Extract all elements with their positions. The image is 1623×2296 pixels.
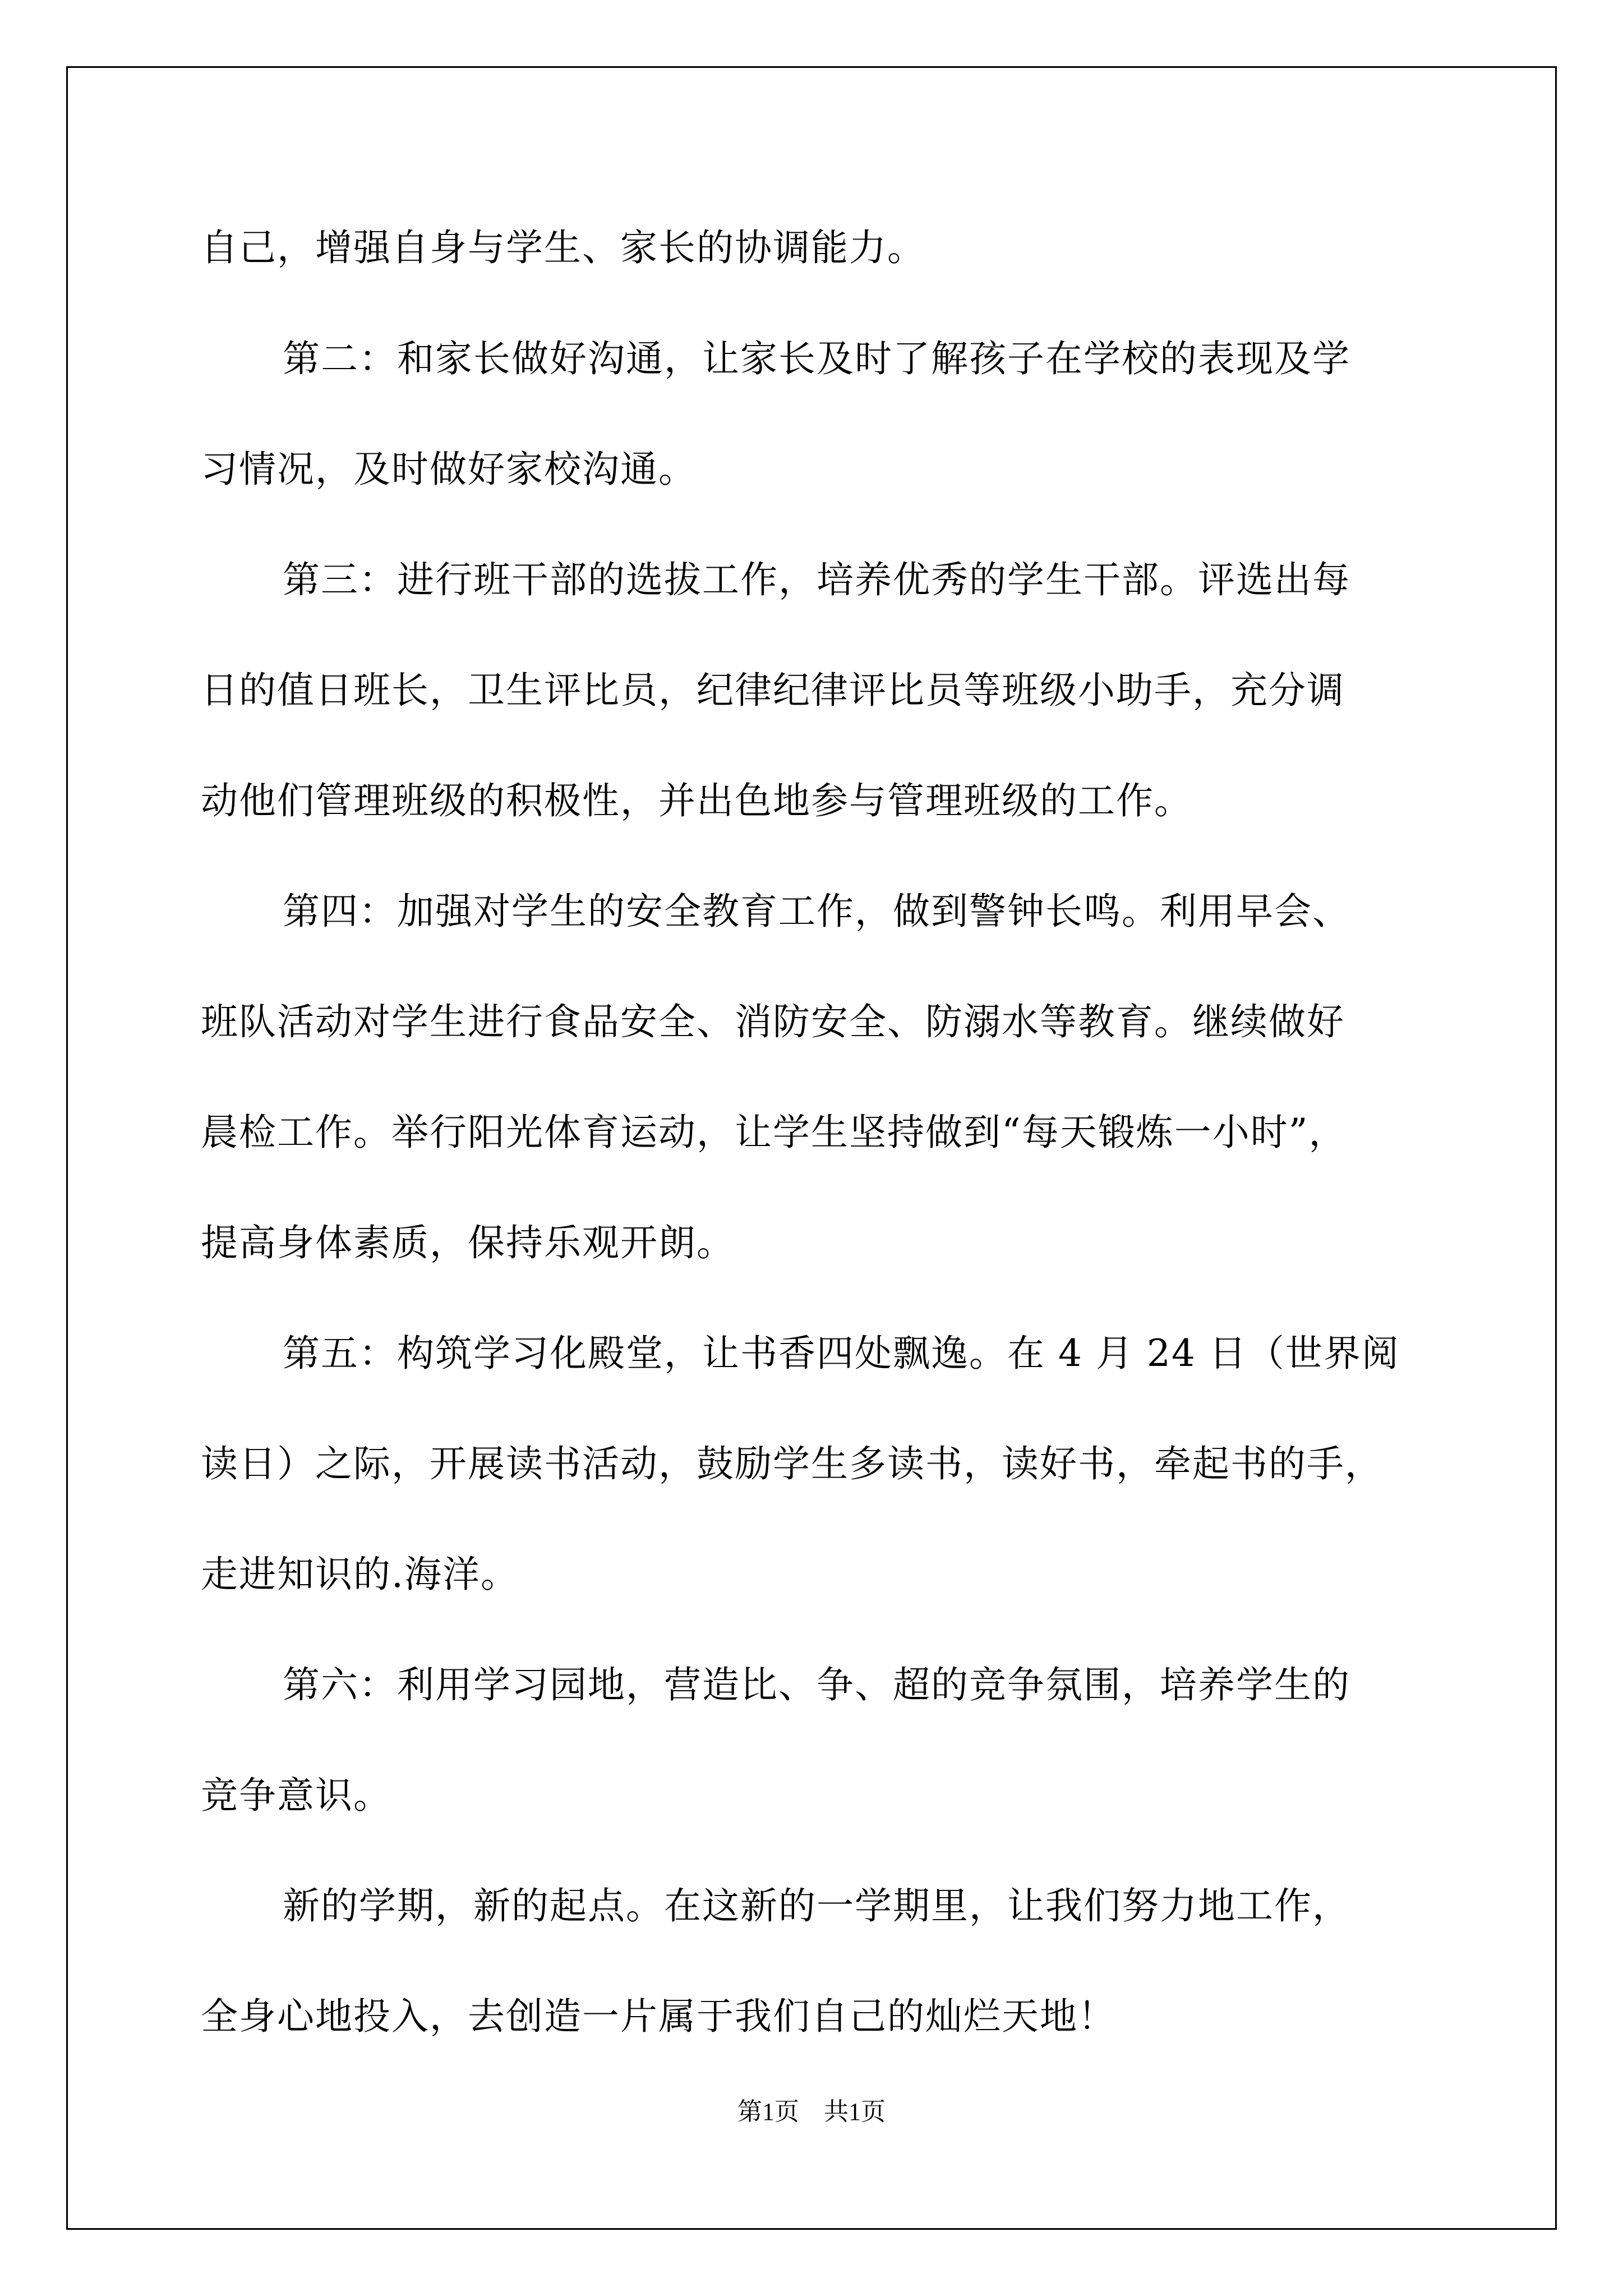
paragraph-6-start: 第六：利用学习园地，营造比、争、超的竞争氛围，培养学生的 xyxy=(283,1663,1350,1706)
text-line: 读日）之际，开展读书活动，鼓励学生多读书，读好书，牵起书的手， xyxy=(201,1442,1383,1485)
text-line: 提高身体素质，保持乐观开朗。 xyxy=(201,1221,735,1264)
paragraph-7-start: 新的学期，新的起点。在这新的一学期里，让我们努力地工作， xyxy=(283,1884,1350,1927)
text-line: 习情况，及时做好家校沟通。 xyxy=(201,448,697,491)
text-line: 日的值日班长，卫生评比员，纪律纪律评比员等班级小助手，充分调 xyxy=(201,669,1345,712)
page-footer xyxy=(0,2095,1623,2129)
text-line: 走进知识的.海洋。 xyxy=(201,1553,519,1596)
paragraph-3-start: 第三：进行班干部的选拔工作，培养优秀的学生干部。评选出每 xyxy=(283,558,1350,601)
text-line: 竞争意识。 xyxy=(201,1774,391,1817)
page-number: 第1页 xyxy=(737,2098,799,2125)
text-line: 自己，增强自身与学生、家长的协调能力。 xyxy=(201,226,925,269)
text-line: 动他们管理班级的积极性，并出色地参与管理班级的工作。 xyxy=(201,779,1192,822)
paragraph-4-start: 第四：加强对学生的安全教育工作，做到警钟长鸣。利用早会、 xyxy=(283,890,1350,933)
paragraph-2-start: 第二：和家长做好沟通，让家长及时了解孩子在学校的表现及学 xyxy=(283,337,1350,380)
paragraph-5-start: 第五：构筑学习化殿堂，让书香四处飘逸。在 4 月 24 日（世界阅 xyxy=(283,1332,1400,1375)
text-line: 全身心地投入，去创造一片属于我们自己的灿烂天地！ xyxy=(201,1995,1116,2038)
text-line: 班队活动对学生进行食品安全、消防安全、防溺水等教育。继续做好 xyxy=(201,1000,1345,1043)
total-pages: 共1页 xyxy=(824,2098,886,2125)
text-line: 晨检工作。举行阳光体育运动，让学生坚持做到“每天锻炼一小时”， xyxy=(201,1111,1347,1154)
